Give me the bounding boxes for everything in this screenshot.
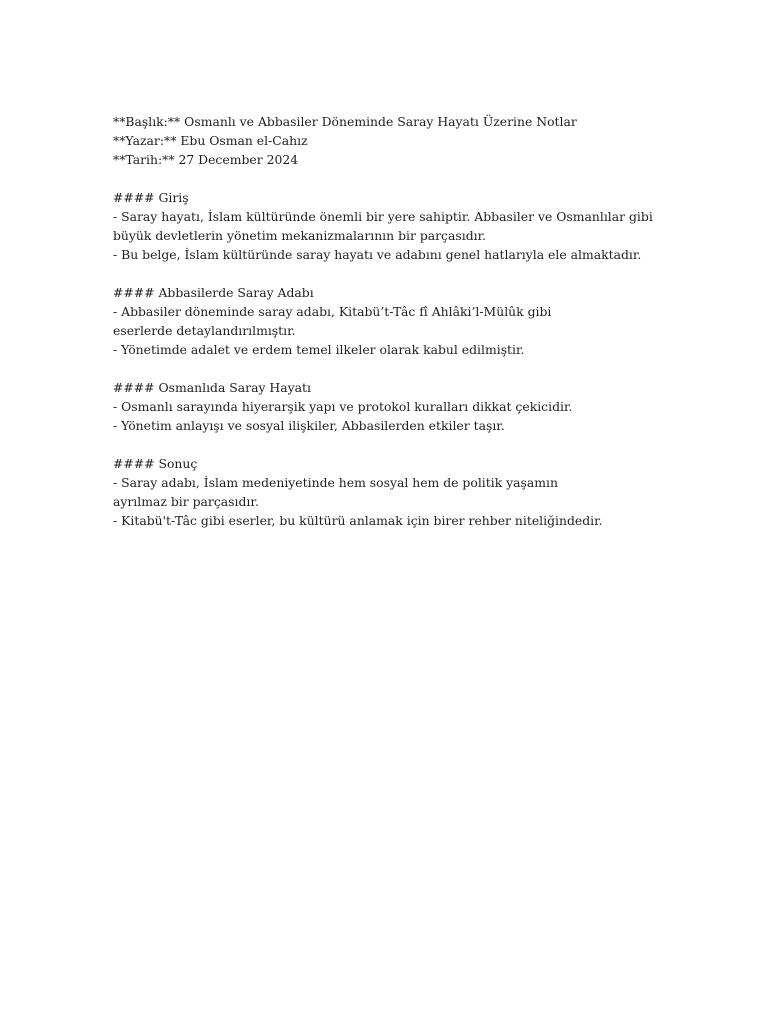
- list-item: - Yönetim anlayışı ve sosyal ilişkiler, Abbasilerden etkiler taşır.: [113, 418, 505, 433]
- list-item: - Saray hayatı, İslam kültüründe önemli bir yere sahiptir. Abbasiler ve Osmanlılar gibi büyük devletlerin yönetim mekanizmalarının bir parçasıdır.: [113, 209, 653, 243]
- document-date-line: **Tarih:** 27 December 2024: [113, 152, 299, 167]
- document-body: [113, 112, 653, 530]
- spacer: [113, 435, 653, 454]
- document-author-line: **Yazar:** Ebu Osman el-Cahız: [113, 133, 308, 148]
- section-heading-giris: #### Giriş: [113, 190, 189, 205]
- list-item: - Osmanlı sarayında hiyerarşik yapı ve protokol kuralları dikkat çekicidir.: [113, 399, 573, 414]
- spacer: [113, 264, 653, 283]
- list-item: - Kitabü't-Tâc gibi eserler, bu kültürü anlamak için birer rehber niteliğindedir.: [113, 513, 603, 528]
- spacer: [113, 169, 653, 188]
- section-heading-abbasiler: #### Abbasilerde Saray Adabı: [113, 285, 314, 300]
- document-title-line: **Başlık:** Osmanlı ve Abbasiler Döneminde Saray Hayatı Üzerine Notlar: [113, 114, 577, 129]
- list-item: - Yönetimde adalet ve erdem temel ilkeler olarak kabul edilmiştir.: [113, 342, 525, 357]
- list-item: - Abbasiler döneminde saray adabı, Kitabü’t-Tâc fî Ahlâki’l-Mülûk gibi eserlerde detaylandırılmıştır.: [113, 304, 552, 338]
- spacer: [113, 359, 653, 378]
- section-heading-sonuc: #### Sonuç: [113, 456, 198, 471]
- section-heading-osmanli: #### Osmanlıda Saray Hayatı: [113, 380, 311, 395]
- list-item: - Saray adabı, İslam medeniyetinde hem sosyal hem de politik yaşamın ayrılmaz bir parçasıdır.: [113, 475, 558, 509]
- list-item: - Bu belge, İslam kültüründe saray hayatı ve adabını genel hatlarıyla ele almaktadır.: [113, 247, 642, 262]
